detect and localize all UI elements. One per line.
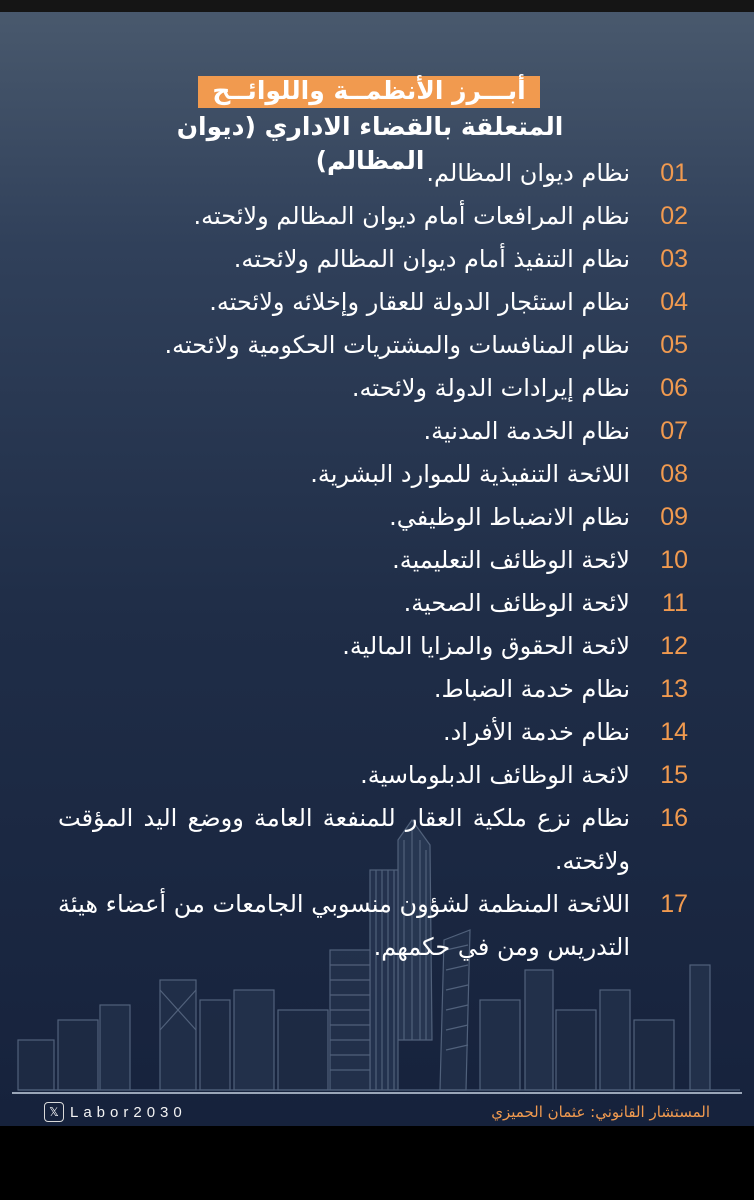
item-text: لائحة الوظائف الدبلوماسية.	[360, 761, 630, 789]
item-text: نظام ديوان المظالم.	[426, 159, 630, 187]
list-item	[58, 238, 688, 281]
handle-text: Labor2030	[70, 1103, 187, 1121]
item-text: نظام استئجار الدولة للعقار وإخلائه ولائحته.	[209, 288, 630, 316]
list-item	[58, 410, 688, 453]
item-text: نظام نزع ملكية العقار للمنفعة العامة ووضع اليد المؤقت ولائحته.	[58, 804, 630, 875]
list-item	[58, 668, 688, 711]
bottom-bar	[0, 1126, 754, 1200]
item-number: 02	[660, 202, 688, 230]
page-title: المتعلقة بالقضاء الاداري (ديوان المظالم)	[176, 112, 564, 175]
item-text: نظام المنافسات والمشتريات الحكومية ولائحته.	[164, 331, 630, 359]
footer-divider	[12, 1092, 742, 1094]
item-number: 06	[660, 374, 688, 402]
item-number: 08	[660, 460, 688, 488]
top-strip	[0, 0, 754, 12]
item-number: 03	[660, 245, 688, 273]
list-item	[58, 324, 688, 367]
item-number: 12	[660, 632, 688, 660]
list-item	[58, 539, 688, 582]
item-text: نظام الانضباط الوظيفي.	[389, 503, 630, 531]
item-text: نظام المرافعات أمام ديوان المظالم ولائحته.	[193, 202, 630, 230]
list-item	[58, 754, 688, 797]
item-number: 17	[660, 890, 688, 918]
list-item	[58, 367, 688, 410]
item-text: نظام خدمة الأفراد.	[442, 718, 630, 746]
item-number: 13	[660, 675, 688, 703]
item-text: لائحة الوظائف الصحية.	[403, 589, 630, 617]
social-handle[interactable]	[44, 1100, 187, 1124]
item-number: 07	[660, 417, 688, 445]
item-number: 09	[660, 503, 688, 531]
item-number: 10	[660, 546, 688, 574]
item-text: نظام إيرادات الدولة ولائحته.	[351, 374, 630, 402]
item-number: 15	[660, 761, 688, 789]
item-text: اللائحة التنفيذية للموارد البشرية.	[310, 460, 630, 488]
list-item	[58, 195, 688, 238]
list-item	[58, 883, 688, 969]
list-item	[58, 152, 688, 195]
author-credit: المستشار القانوني: عثمان الحميزي	[491, 1103, 710, 1121]
item-text: اللائحة المنظمة لشؤون منسوبي الجامعات من أعضاء هيئة التدريس ومن في حكمهم.	[58, 890, 630, 961]
item-text: نظام التنفيذ أمام ديوان المظالم ولائحته.	[233, 245, 630, 273]
title-highlight: أبـــرز الأنظمــة واللوائــح	[198, 76, 540, 108]
x-logo-icon: 𝕏	[44, 1102, 64, 1122]
item-text: لائحة الحقوق والمزايا المالية.	[342, 632, 630, 660]
item-text: نظام خدمة الضباط.	[433, 675, 630, 703]
item-number: 16	[660, 804, 688, 832]
item-number: 01	[660, 159, 688, 187]
item-number: 05	[660, 331, 688, 359]
list-item	[58, 797, 688, 883]
list-item	[58, 582, 688, 625]
list-item	[58, 496, 688, 539]
item-number: 14	[660, 718, 688, 746]
list-item	[58, 453, 688, 496]
list-item	[58, 625, 688, 668]
item-text: لائحة الوظائف التعليمية.	[392, 546, 630, 574]
item-number: 04	[660, 288, 688, 316]
list-item	[58, 711, 688, 754]
item-number: 11	[662, 589, 688, 617]
list-item	[58, 281, 688, 324]
item-text: نظام الخدمة المدنية.	[423, 417, 630, 445]
